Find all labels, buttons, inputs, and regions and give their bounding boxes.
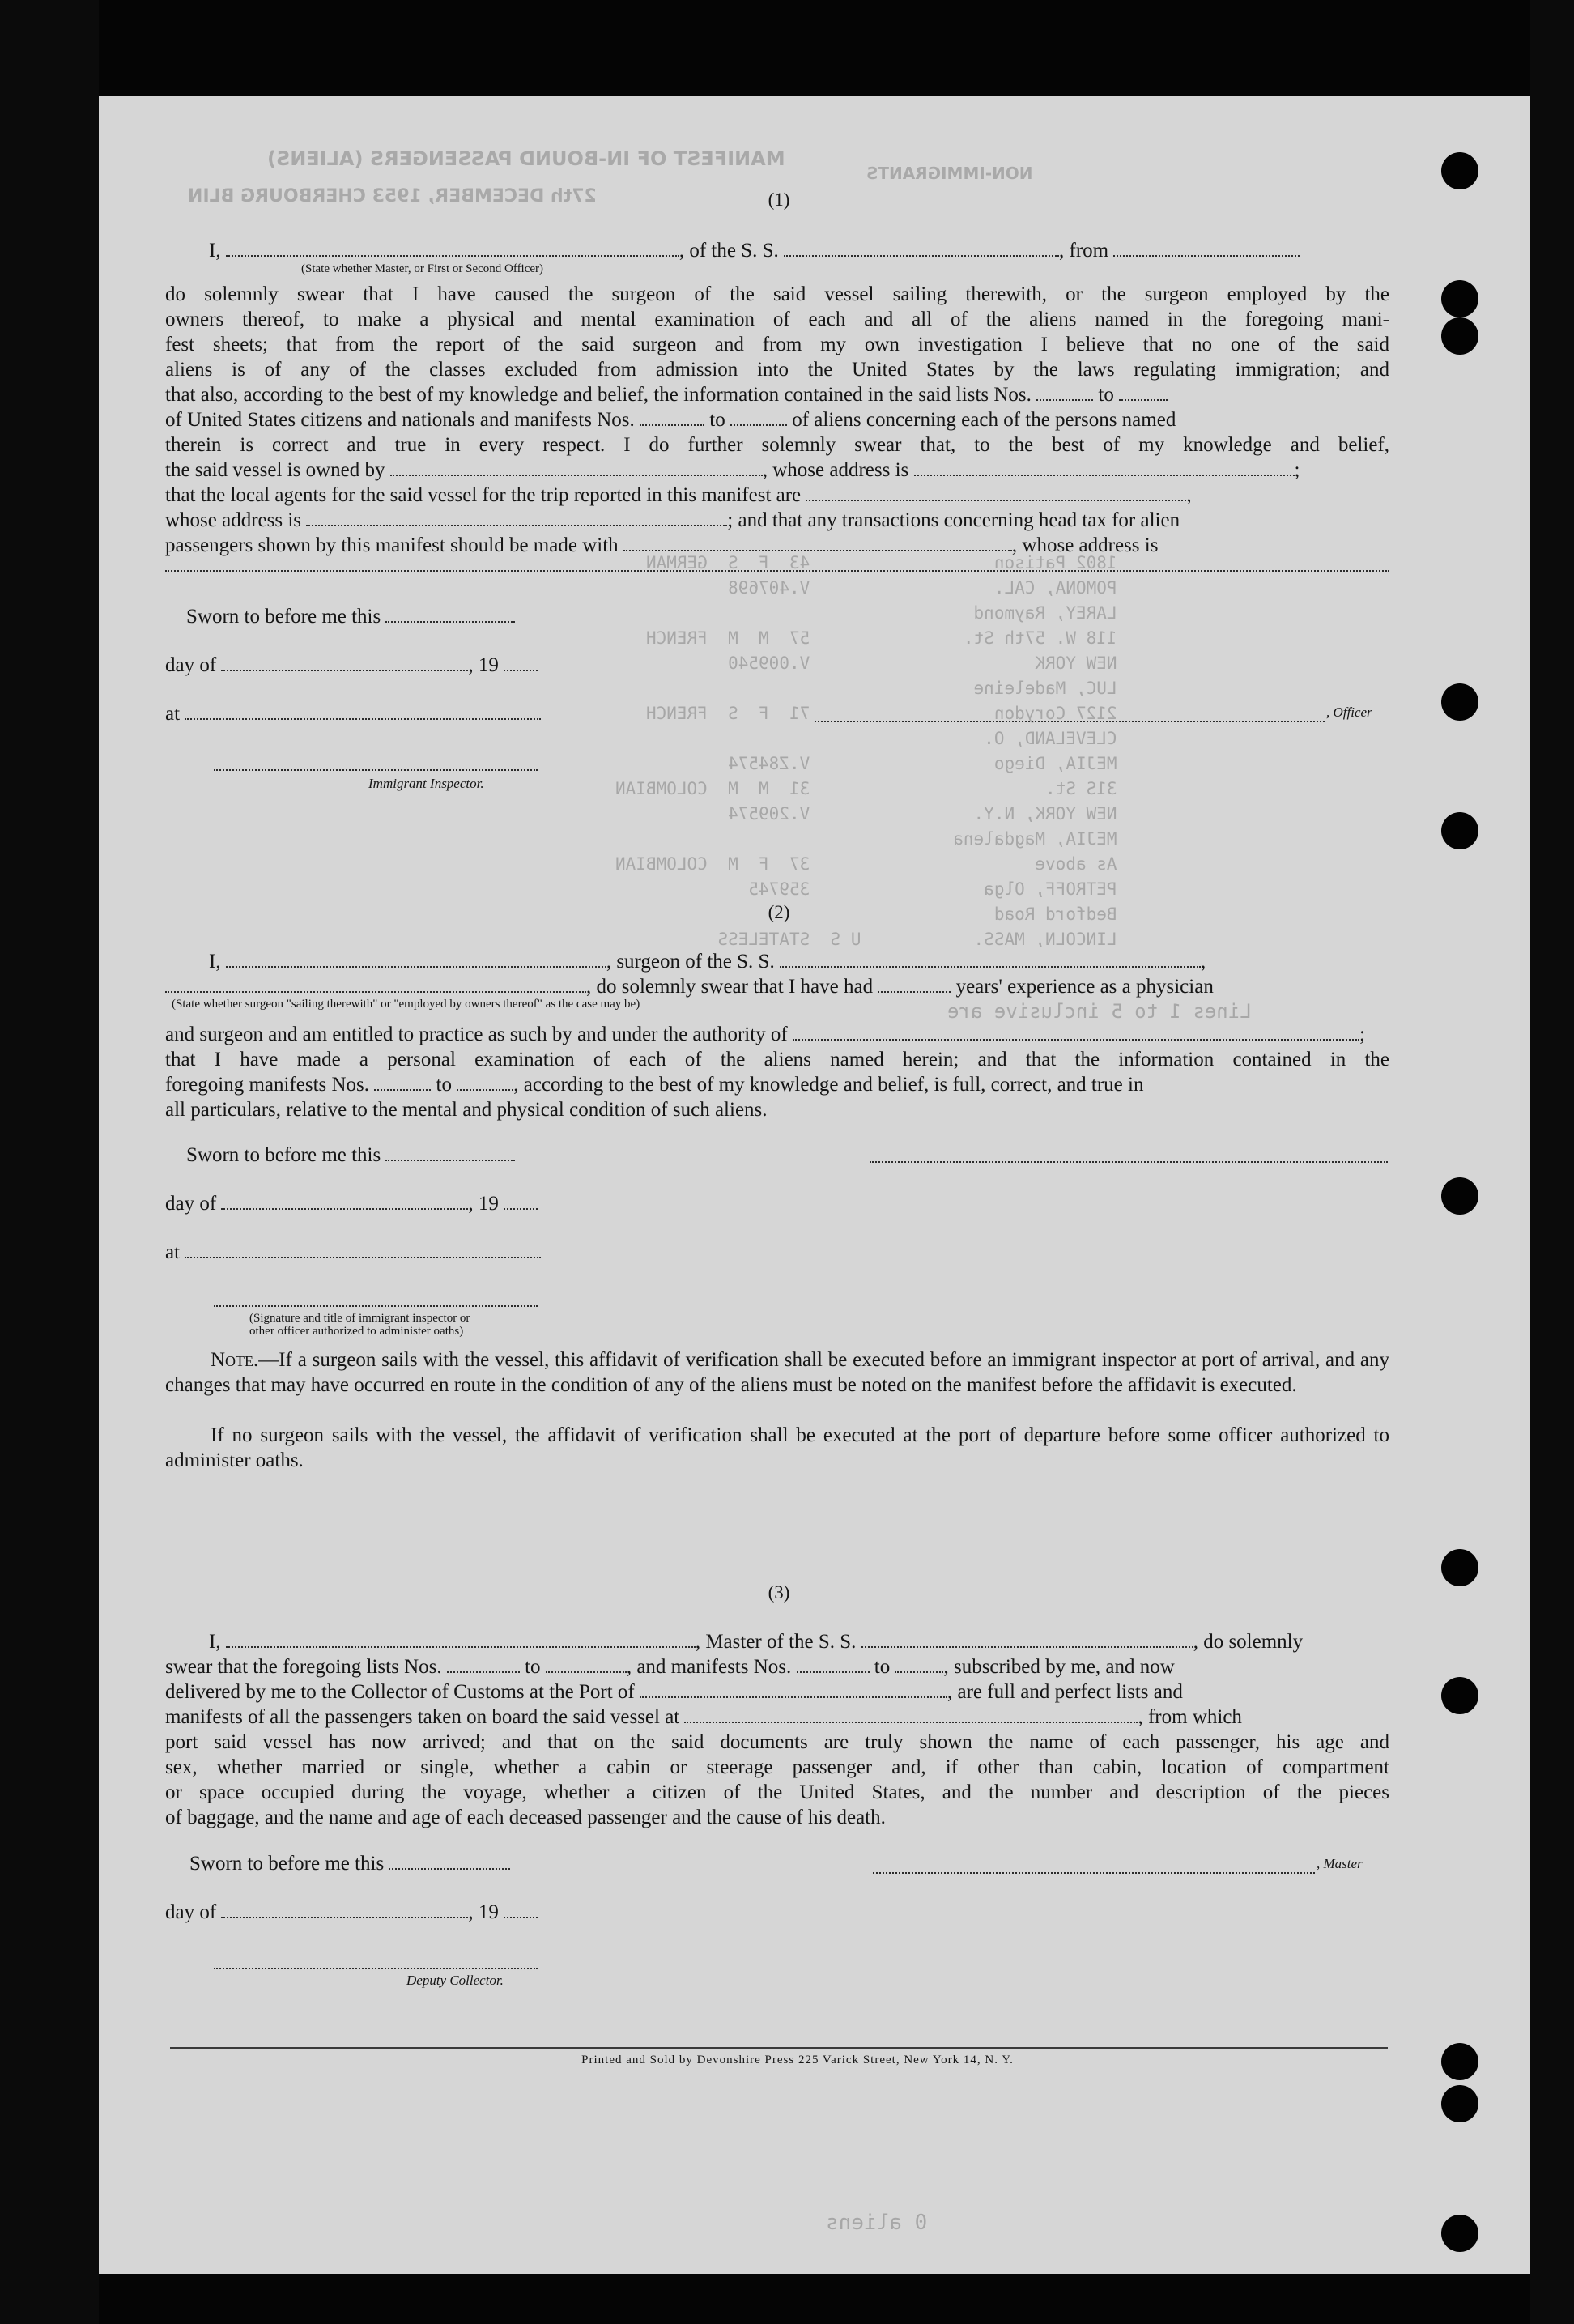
- s3-manifests-from-field[interactable]: [797, 1657, 870, 1673]
- bleed-through-non-immigrants: NON-IMMIGRANTS: [866, 164, 1033, 183]
- note-paragraph-2: If no surgeon sails with the vessel, the affidavit of verification shall be executed at the port of departure before some officer authorized to administer oaths.: [165, 1424, 1389, 1471]
- authority-field[interactable]: [793, 1024, 1359, 1041]
- s3-line-5: port said vessel has now arrived; and that on the said documents are truly shown the name of each passenger, his age and: [165, 1731, 1389, 1753]
- whose-address-text-2: , whose address is: [1011, 534, 1159, 556]
- sworn-text: Sworn to before me this: [186, 1144, 381, 1166]
- from-which-text: , from which: [1138, 1706, 1242, 1728]
- s1-at-field[interactable]: [185, 704, 541, 720]
- officer-note: (State whether Master, or First or Second Officer): [301, 262, 544, 275]
- do-solemnly-3: , do solemnly: [1193, 1631, 1304, 1653]
- years-field[interactable]: [878, 977, 951, 993]
- master-of-text: , Master of the S. S.: [695, 1631, 857, 1653]
- punch-hole: [1441, 1677, 1478, 1714]
- bleed-through-subheader: 27th DECEMBER, 1953 CHERBOURG BLIN: [188, 186, 597, 206]
- punch-hole: [1441, 2085, 1478, 2122]
- oath-i-2: I,: [209, 951, 221, 973]
- s2-sworn-field[interactable]: [385, 1145, 515, 1161]
- s1-year-field[interactable]: [504, 655, 538, 671]
- surgeon-of-text: , surgeon of the S. S.: [606, 951, 775, 973]
- punch-hole: [1441, 280, 1478, 317]
- day-of-text: day of: [165, 654, 217, 676]
- s2-manifests-to-field[interactable]: [457, 1075, 513, 1091]
- printer-imprint: Printed and Sold by Devonshire Press 225 Varick Street, New York 14, N. Y.: [581, 2054, 1014, 2066]
- of-aliens-text: of aliens concerning each of the persons named: [792, 409, 1176, 431]
- s1-line-5: [165, 382, 1389, 407]
- s3-line-2: [165, 1654, 1389, 1679]
- s3-lists-to-field[interactable]: [546, 1657, 627, 1673]
- s1-line-1: do solemnly swear that I have caused the surgeon of the said vessel sailing therewith, or the surgeon employed by the: [165, 283, 1389, 305]
- s3-lists-from-field[interactable]: [447, 1657, 520, 1673]
- s2-at-label: [165, 1241, 541, 1264]
- s2-line-6: all particulars, relative to the mental and physical condition of such aliens.: [165, 1099, 768, 1121]
- s2-at-field[interactable]: [185, 1242, 541, 1258]
- s3-line-4-text: manifests of all the passengers taken on board the said vessel at: [165, 1706, 680, 1728]
- s1-line-7: therein is correct and true in every respect. I do further solemnly swear that, to the best of my knowledge and belief,: [165, 434, 1389, 456]
- vessel-field[interactable]: [784, 240, 1059, 257]
- subscribed-text: , subscribed by me, and now: [943, 1656, 1175, 1678]
- of-the-ss: , of the S. S.: [679, 240, 779, 262]
- section-2-number: (2): [768, 902, 790, 922]
- officer-signature-field[interactable]: [815, 721, 1325, 722]
- punch-hole: [1441, 812, 1478, 849]
- s3-day-field[interactable]: [221, 1902, 468, 1918]
- oath-i: I,: [209, 240, 221, 262]
- s1-line-8-text: the said vessel is owned by: [165, 459, 385, 481]
- according-text: , according to the best of my knowledge and belief, is full, correct, and true in: [513, 1074, 1144, 1096]
- inspector-label: Immigrant Inspector.: [368, 776, 484, 791]
- section-3-number: (3): [768, 1582, 790, 1603]
- s1-line-3: fest sheets; that from the report of the said surgeon and from my own investigation I believe that no one of the said: [165, 334, 1389, 355]
- at-text: at: [165, 703, 181, 725]
- s1-line-6: [165, 407, 1389, 432]
- s2-line-3: and surgeon and am entitled to practice as such by and under the authority of ;: [165, 1024, 1365, 1045]
- embark-port-field[interactable]: [684, 1707, 1138, 1723]
- head-tax-text: ; and that any transactions concerning head tax for alien: [727, 509, 1180, 531]
- do-solemnly-text: , do solemnly swear that I have had: [586, 976, 874, 998]
- whose-address-text: , whose address is: [762, 459, 909, 481]
- punch-hole: [1441, 2215, 1478, 2252]
- note-text: —If a surgeon sails with the vessel, this affidavit of verification shall be executed before an immigrant inspector at port of arrival, and any changes that may have occurred en route in the condition of any of the aliens must be noted on the manifest before the affidavit is executed.: [165, 1349, 1389, 1396]
- note-paragraph: [165, 1347, 1389, 1398]
- year-text: , 19: [468, 654, 499, 676]
- s3-vessel-field[interactable]: [861, 1632, 1193, 1648]
- s1-line-8: the said vessel is owned by , whose address is ;: [165, 459, 1300, 481]
- s2-line-4: that I have made a personal examination of each of the aliens named herein; and that the information contained in the: [165, 1049, 1389, 1070]
- surgeon-note: (State whether surgeon "sailing therewith" or "employed by owners thereof" as the case may be): [172, 998, 640, 1011]
- punch-hole: [1441, 683, 1478, 721]
- s2-line-2: [165, 974, 1389, 999]
- bleed-through-header: MANIFEST OF IN-BOUND PASSENGERS (ALIENS): [267, 147, 785, 170]
- s3-day-label: [165, 1901, 538, 1924]
- s2-inspector-signature-field[interactable]: [214, 1305, 538, 1307]
- scan-border-right: [1530, 0, 1574, 2324]
- to-word: to: [436, 1074, 452, 1096]
- s2-day-label: [165, 1193, 538, 1215]
- manifests-from-field[interactable]: [640, 410, 704, 426]
- bleed-through-lines-note: Lines 1 to 5 inclusive are: [947, 1000, 1252, 1023]
- s3-line-2-text: swear that the foregoing lists Nos.: [165, 1656, 442, 1678]
- officer-label: , Officer: [1326, 704, 1372, 720]
- day-of-text: day of: [165, 1193, 217, 1215]
- to-word: to: [709, 409, 725, 431]
- sworn-text: Sworn to before me this: [186, 606, 381, 628]
- sworn-text: Sworn to before me this: [189, 1853, 385, 1875]
- s3-sworn-label: [189, 1853, 510, 1875]
- full-perfect-text: , are full and perfect lists and: [947, 1681, 1183, 1703]
- punch-hole: [1441, 1549, 1478, 1586]
- year-text: , 19: [468, 1193, 499, 1215]
- head-tax-agent-field[interactable]: [623, 535, 1012, 551]
- surgeon-status-field[interactable]: [165, 977, 586, 993]
- signature-caption-1: (Signature and title of immigrant inspector or: [249, 1312, 470, 1325]
- from-port-field[interactable]: [1113, 240, 1300, 257]
- years-text: years' experience as a physician: [955, 976, 1214, 998]
- surgeon-name-field[interactable]: [226, 951, 606, 968]
- note-label: Note.: [211, 1349, 259, 1371]
- to-word: to: [525, 1656, 541, 1678]
- lists-to-field[interactable]: [1119, 385, 1168, 401]
- s3-line-6: sex, whether married or single, whether a cabin or steerage passenger and, if other than cabin, location of compartment: [165, 1756, 1389, 1778]
- s3-line-3-text: delivered by me to the Collector of Customs at the Port of: [165, 1681, 635, 1703]
- section-1-number: (1): [768, 189, 790, 210]
- s1-line-5-text: that also, according to the best of my knowledge and belief, the information contained in the said lists Nos.: [165, 384, 1032, 406]
- s3-manifests-to-field[interactable]: [895, 1657, 943, 1673]
- s2-line-3-text: and surgeon and am entitled to practice as such by and under the authority of: [165, 1024, 788, 1045]
- s1-sworn-field[interactable]: [385, 607, 515, 623]
- bleed-through-passenger-rows: 1802 Patison 43 F S GERMAN POMONA, CAL. V.407698 LAREY, Raymond 118 W. 57th St. 57 M M FRENCH NEW YORK V.009540 LUC, Madeleine 2127 Corydon 71 F S FRENCH CLEVELAND, O. MEJIA, Diego V.Z84574 31S St. 31 M M COLOMBIAN NEW YORK, N.Y. V.209574 MEJIA, Magdalena As above 37 F M COLOMBIAN PETROFF, Olga 359745 Bedford Road LINCOLN, MASS. U S STATELESS: [615, 553, 1117, 949]
- s3-line-8: of baggage, and the name and age of each deceased passenger and the cause of his death.: [165, 1807, 886, 1828]
- s3-year-field[interactable]: [504, 1902, 538, 1918]
- section-1-oath-line: [165, 238, 1389, 263]
- s1-line-6-text: of United States citizens and nationals and manifests Nos.: [165, 409, 635, 431]
- s2-sworn-label: [186, 1144, 515, 1167]
- s2-year-field[interactable]: [504, 1194, 538, 1210]
- s1-line-11: [165, 533, 1389, 558]
- at-text: at: [165, 1241, 181, 1263]
- s1-line-10: [165, 508, 1389, 533]
- s3-sworn-field[interactable]: [389, 1854, 510, 1870]
- officer-field[interactable]: [226, 240, 679, 257]
- lists-from-field[interactable]: [1036, 385, 1093, 401]
- footer-rule: [170, 2047, 1388, 2049]
- manifests-to-field[interactable]: [730, 410, 787, 426]
- and-manifests-text: , and manifests Nos.: [626, 1656, 792, 1678]
- local-agents-field[interactable]: [806, 485, 1186, 501]
- s2-line-5: [165, 1072, 1389, 1097]
- s1-line-9-text: that the local agents for the said vessel for the trip reported in this manifest are: [165, 484, 802, 506]
- s1-line-10-text: whose address is: [165, 509, 302, 531]
- punch-hole: [1441, 1177, 1478, 1215]
- to-word: to: [1098, 384, 1114, 406]
- s3-line-7: or space occupied during the voyage, whether a citizen of the United States, and the number and description of the pieces: [165, 1781, 1389, 1803]
- from-label: , from: [1059, 240, 1109, 262]
- scan-border-left: [0, 0, 99, 2324]
- day-of-text: day of: [165, 1901, 217, 1923]
- customs-port-field[interactable]: [640, 1682, 947, 1698]
- s3-line-3: [165, 1679, 1389, 1705]
- bleed-through-aliens-count: 0 aliens: [826, 2211, 928, 2235]
- oath-i-3: I,: [209, 1631, 221, 1653]
- s1-day-field[interactable]: [221, 655, 468, 671]
- s1-at-label: [165, 703, 541, 726]
- s1-line-4: aliens is of any of the classes excluded from admission into the United States by the laws regulating immigration; and: [165, 359, 1389, 381]
- s2-day-field[interactable]: [221, 1194, 468, 1210]
- deputy-collector-label: Deputy Collector.: [406, 1973, 504, 1988]
- s2-vessel-field[interactable]: [780, 951, 1201, 968]
- s1-day-label: [165, 654, 538, 677]
- s1-sworn-label: [186, 606, 515, 628]
- punch-hole: [1441, 152, 1478, 189]
- punch-hole: [1441, 317, 1478, 355]
- surgeon-signature-field[interactable]: [870, 1161, 1388, 1163]
- head-tax-address-field[interactable]: [165, 570, 1389, 572]
- s2-line-5-text: foregoing manifests Nos.: [165, 1074, 370, 1096]
- s2-manifests-from-field[interactable]: [374, 1075, 431, 1091]
- deputy-signature-field[interactable]: [214, 1968, 538, 1969]
- owner-field[interactable]: [390, 460, 763, 476]
- s3-line-4: [165, 1705, 1389, 1730]
- year-text: , 19: [468, 1901, 499, 1923]
- s3-oath-line: [165, 1629, 1389, 1654]
- s1-line-11-text: passengers shown by this manifest should be made with: [165, 534, 619, 556]
- master-signature-field[interactable]: [873, 1872, 1315, 1874]
- agents-address-field[interactable]: [306, 510, 727, 526]
- to-word: to: [874, 1656, 891, 1678]
- master-label: , Master: [1317, 1856, 1363, 1871]
- s1-line-9: that the local agents for the said vessel for the trip reported in this manifest are ,: [165, 484, 1192, 506]
- master-name-field[interactable]: [226, 1632, 696, 1648]
- s1-line-2: owners thereof, to make a physical and mental examination of each and all of the aliens named in the foregoing mani-: [165, 309, 1389, 330]
- owner-address-field[interactable]: [914, 460, 1295, 476]
- inspector-signature-field[interactable]: [214, 769, 538, 771]
- signature-caption-2: other officer authorized to administer oaths): [249, 1325, 464, 1338]
- s2-oath-line: I, , surgeon of the S. S. ,: [209, 951, 1206, 973]
